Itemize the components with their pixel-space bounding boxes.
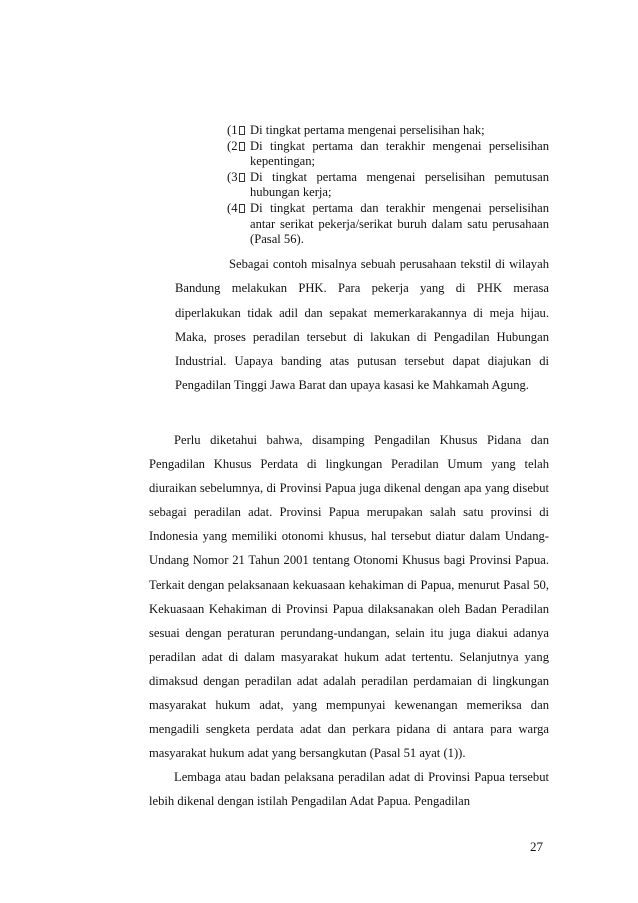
missing-glyph-box-icon: [239, 204, 245, 213]
list-item: [227, 123, 549, 139]
list-item: [227, 170, 549, 201]
list-item: [227, 139, 549, 170]
list-marker: (1: [227, 123, 250, 139]
body-text: [149, 428, 549, 814]
list-marker: (3: [227, 170, 250, 201]
missing-glyph-box-icon: [239, 142, 245, 151]
list-item-text: Di tingkat pertama dan terakhir mengenai perselisihan kepentingan;: [250, 138, 549, 169]
list-marker: (2: [227, 139, 250, 170]
list-item-text: Di tingkat pertama mengenai perselisihan hak;: [250, 123, 485, 137]
example-block: [175, 252, 549, 398]
list-item-text: Di tingkat pertama dan terakhir mengenai perselisihan antar serikat pekerja/serikat buruh dalam satu perusahaan (Pasal 56).: [250, 200, 549, 247]
list-item-text: Di tingkat pertama mengenai perselisihan pemutusan hubungan kerja;: [250, 169, 549, 200]
list-marker: (4: [227, 201, 250, 248]
numbered-list: [227, 123, 549, 248]
missing-glyph-box-icon: [239, 173, 245, 182]
list-item: [227, 201, 549, 248]
paragraph: Perlu diketahui bahwa, disamping Pengadilan Khusus Pidana dan Pengadilan Khusus Perdata di lingkungan Peradilan Umum yang telah diuraikan sebelumnya, di Provinsi Papua juga dikenal dengan apa yang disebut sebagai peradilan adat. Provinsi Papua merupakan salah satu provinsi di Indonesia yang memiliki otonomi khusus, hal tersebut diatur dalam Undang-Undang Nomor 21 Tahun 2001 tentang Otonomi Khusus bagi Provinsi Papua. Terkait dengan pelaksanaan kekuasaan kehakiman di Papua, menurut Pasal 50, Kekuasaan Kehakiman di Provinsi Papua dilaksanakan oleh Badan Peradilan sesuai dengan peraturan perundang-undangan, selain itu juga diakui adanya peradilan adat di dalam masyarakat hukum adat tertentu. Selanjutnya yang dimaksud dengan peradilan adat adalah peradilan perdamaian di lingkungan masyarakat hukum adat, yang mempunyai kewenangan memeriksa dan mengadili sengketa perdata adat dan perkara pidana di antara para warga masyarakat hukum adat yang bersangkutan (Pasal 51 ayat (1)).: [149, 433, 549, 761]
example-paragraph: Sebagai contoh misalnya sebuah perusahaan tekstil di wilayah Bandung melakukan PHK. Para pekerja yang di PHK merasa diperlakukan tidak adil dan sepakat memerkarakannya di meja hijau. Maka, proses peradilan tersebut di lakukan di Pengadilan Hubungan Industrial. Uapaya banding atas putusan tersebut dapat diajukan di Pengadilan Tinggi Jawa Barat dan upaya kasasi ke Mahkamah Agung.: [175, 257, 549, 393]
missing-glyph-box-icon: [239, 126, 245, 135]
page-number: 27: [530, 839, 543, 854]
paragraph: Lembaga atau badan pelaksana peradilan adat di Provinsi Papua tersebut lebih dikenal dengan istilah Pengadilan Adat Papua. Pengadilan: [149, 770, 549, 809]
